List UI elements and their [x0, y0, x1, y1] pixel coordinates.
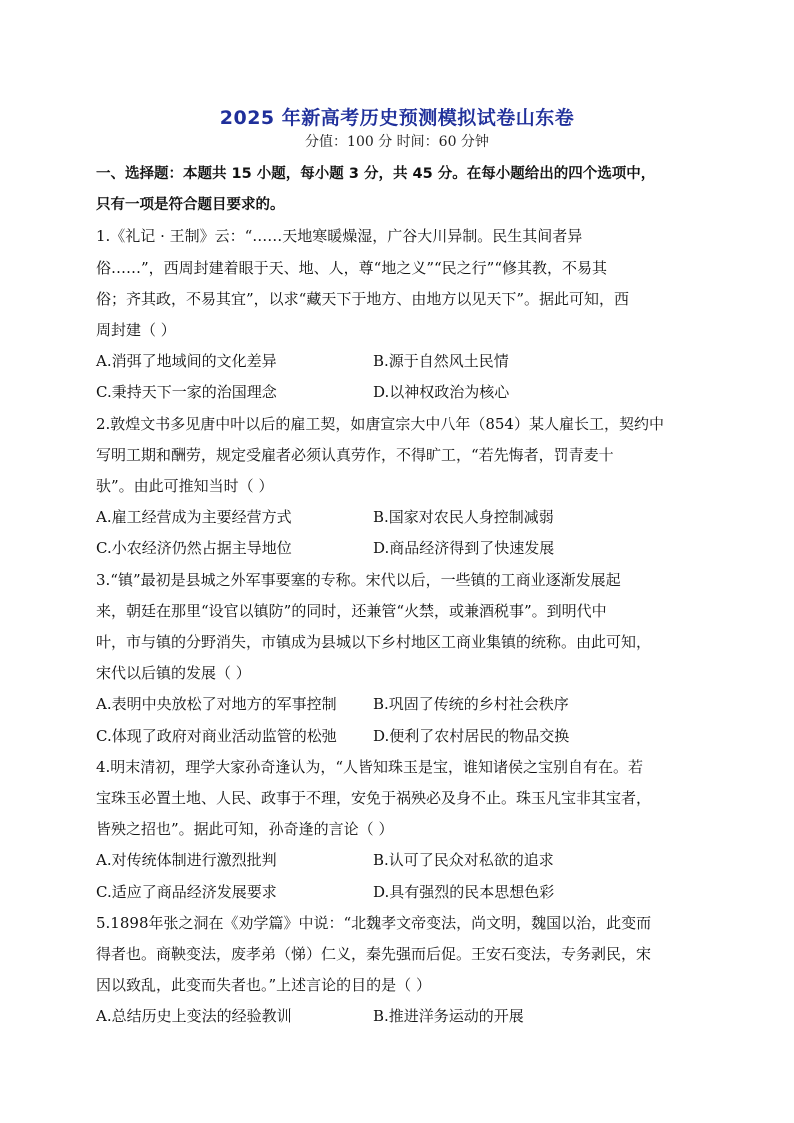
question-text-line: 驮”。由此可推知当时（ ） [96, 477, 274, 496]
option-d: D.便利了农村居民的物品交换 [373, 726, 570, 745]
option-b: B.认可了民众对私欲的追求 [373, 851, 554, 870]
question-text-line: 1.《礼记 · 王制》云：“……天地寒暖燥湿，广谷大川异制。民生其间者异 [96, 227, 583, 246]
option-b: B.巩固了传统的乡村社会秩序 [373, 695, 569, 714]
question-text-line: 皆殃之招也”。据此可知，孙奇逢的言论（ ） [96, 820, 394, 839]
option-b: B.推进洋务运动的开展 [373, 1007, 524, 1026]
question-text-line: 写明工期和酬劳，规定受雇者必须认真劳作，不得旷工，“若先悔者，罚青麦十 [96, 445, 614, 464]
question-2 [96, 409, 700, 565]
question-text-line: 俗……”，西周封建着眼于天、地、人，尊“地之义”“民之行”“修其教，不易其 [96, 258, 608, 277]
option-a: A.总结历史上变法的经验教训 [96, 1007, 292, 1026]
question-text-line: 4.明末清初，理学大家孙奇逢认为，“人皆知珠玉是宝，谁知诸侯之宝别自有在。若 [96, 757, 643, 776]
exam-subtitle: 分值：100 分 时间：60 分钟 [305, 134, 489, 150]
question-text-line: 俗；齐其政，不易其宜”，以求“藏天下于地方、由地方以见天下”。据此可知，西 [96, 289, 630, 308]
option-d: D.商品经济得到了快速发展 [373, 539, 555, 558]
options-group [96, 346, 700, 408]
option-b: B.国家对农民人身控制减弱 [373, 508, 554, 527]
question-text-line: 来，朝廷在那里“设官以镇防”的同时，还兼管“火禁，或兼酒税事”。到明代中 [96, 601, 607, 620]
exam-title: 2025 年新高考历史预测模拟试卷山东卷 [219, 107, 575, 129]
question-text-line: 宝珠玉必置土地、人民、政事于不理，安免于祸殃必及身不止。珠玉凡宝非其宝者， [96, 789, 652, 808]
question-text-line: 2.敦煌文书多见唐中叶以后的雇工契，如唐宣宗大中八年（854）某人雇长工，契约中 [96, 414, 664, 433]
section-instructions-line-2: 只有一项是符合题目要求的。 [96, 197, 285, 214]
option-a: A.对传统体制进行激烈批判 [96, 851, 277, 870]
question-text-line: 叶，市与镇的分野消失，市镇成为县城以下乡村地区工商业集镇的统称。由此可知， [96, 633, 652, 652]
question-text-line: 因以致乱，此变而失者也。”上述言论的目的是（ ） [96, 976, 431, 995]
question-text-line: 5.1898年张之洞在《劝学篇》中说：“北魏孝文帝变法，尚文明，魏国以治，此变而 [96, 913, 652, 932]
option-c: C.秉持天下一家的治国理念 [96, 383, 277, 402]
exam-body [96, 159, 700, 1033]
section-instructions-line-1: 一、选择题：本题共 15 小题，每小题 3 分，共 45 分。在每小题给出的四个选项中， [96, 166, 656, 182]
option-c: C.小农经济仍然占据主导地位 [96, 539, 292, 558]
question-text-line: 宋代以后镇的发展（ ） [96, 664, 251, 683]
option-a: A.表明中央放松了对地方的军事控制 [96, 695, 337, 714]
options-group [96, 689, 700, 751]
option-c: C.体现了政府对商业活动监管的松弛 [96, 726, 337, 745]
question-5 [96, 908, 700, 1033]
question-text-line: 得者也。商鞅变法，废孝弟（悌）仁义，秦先强而后促。王安石变法，专务剥民，宋 [96, 945, 652, 964]
option-b: B.源于自然风土民情 [373, 352, 509, 371]
option-a: A.雇工经营成为主要经营方式 [96, 508, 292, 527]
option-d: D.具有强烈的民本思想色彩 [373, 882, 555, 901]
question-text-line: 3.“镇”最初是县城之外军事要塞的专称。宋代以后，一些镇的工商业逐渐发展起 [96, 570, 621, 589]
option-d: D.以神权政治为核心 [373, 383, 510, 402]
option-a: A.消弭了地域间的文化差异 [96, 352, 277, 371]
options-group [96, 845, 700, 907]
question-4 [96, 752, 700, 908]
question-1 [96, 221, 700, 408]
options-group [96, 1001, 700, 1032]
options-group [96, 502, 700, 564]
option-c: C.适应了商品经济发展要求 [96, 882, 277, 901]
question-3 [96, 565, 700, 752]
question-text-line: 周封建（ ） [96, 321, 176, 340]
